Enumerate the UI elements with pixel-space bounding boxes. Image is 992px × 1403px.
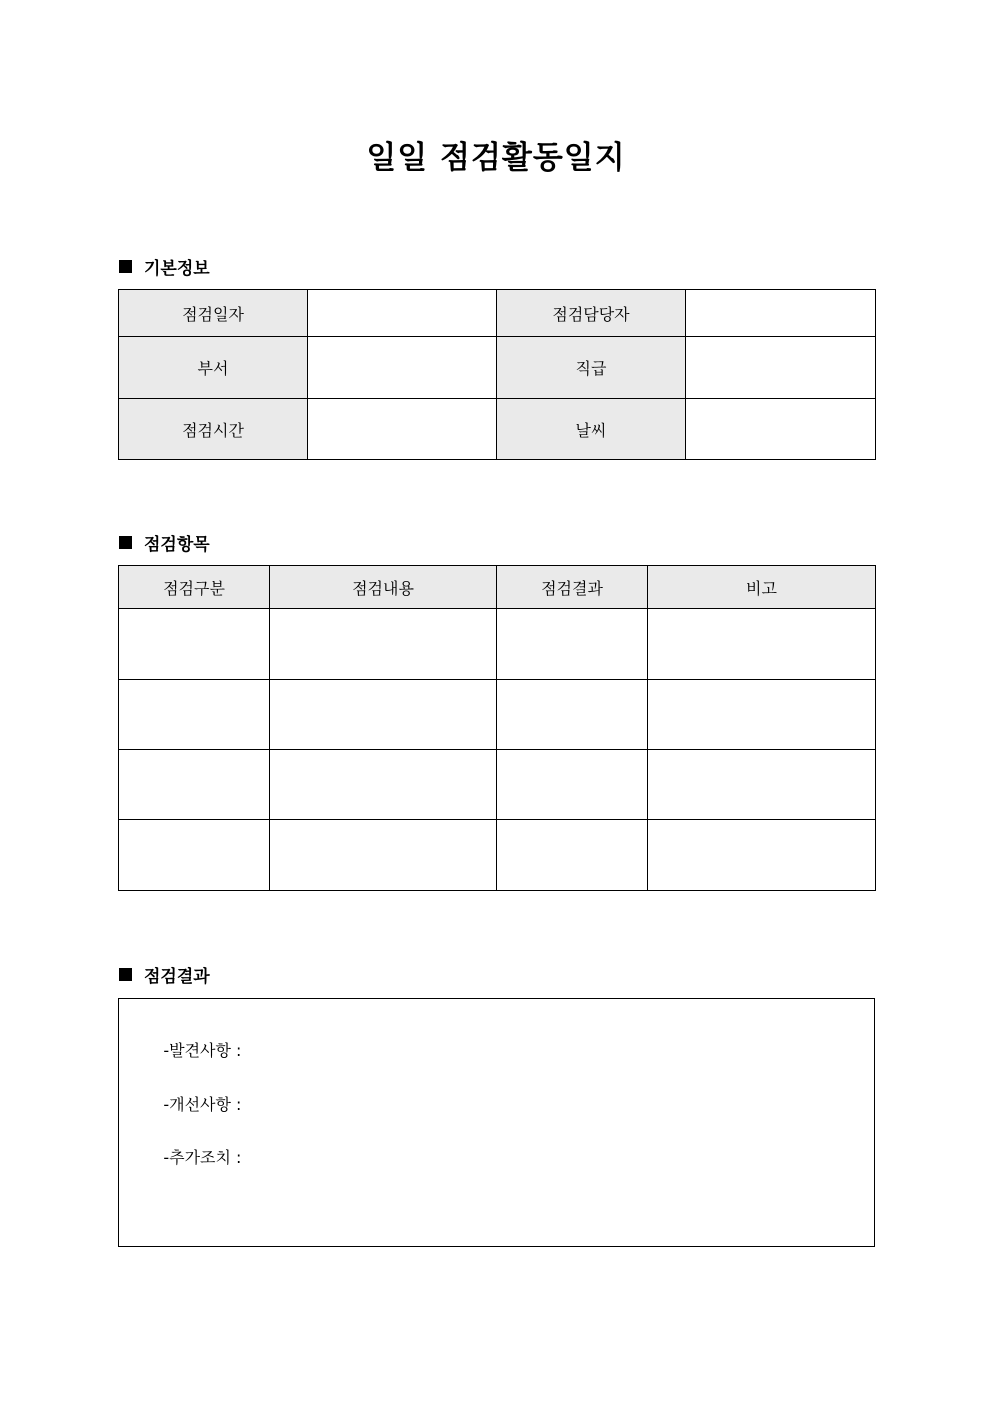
basic-info-row (119, 399, 876, 460)
remarks-cell[interactable] (648, 750, 876, 820)
table-row (119, 609, 876, 680)
category-cell[interactable] (119, 609, 270, 680)
section-heading-basic-info (119, 254, 210, 279)
square-bullet-icon (119, 536, 132, 549)
content-cell[interactable] (270, 820, 497, 891)
label-department: 부서 (119, 337, 308, 399)
section-heading-label: 점검항목 (144, 535, 210, 555)
content-cell[interactable] (270, 680, 497, 750)
table-row (119, 820, 876, 891)
label-inspector: 점검담당자 (497, 290, 686, 337)
remarks-cell[interactable] (648, 820, 876, 891)
weather-field[interactable] (686, 399, 876, 460)
inspection-items-table (118, 565, 876, 891)
inspection-date-field[interactable] (308, 290, 497, 337)
label-weather: 날씨 (497, 399, 686, 460)
label-position: 직급 (497, 337, 686, 399)
square-bullet-icon (119, 260, 132, 273)
result-cell[interactable] (497, 750, 648, 820)
table-row (119, 750, 876, 820)
position-field[interactable] (686, 337, 876, 399)
basic-info-row (119, 337, 876, 399)
column-header-remarks: 비고 (648, 566, 876, 609)
column-header-content: 점검내용 (270, 566, 497, 609)
result-cell[interactable] (497, 820, 648, 891)
inspector-field[interactable] (686, 290, 876, 337)
category-cell[interactable] (119, 820, 270, 891)
square-bullet-icon (119, 968, 132, 981)
additional-actions-line[interactable] (143, 1126, 241, 1206)
additional-actions-label: -추가조치 : (163, 1148, 242, 1167)
section-heading-inspection-items (119, 530, 210, 555)
inspection-result-box (118, 998, 875, 1247)
content-cell[interactable] (270, 609, 497, 680)
column-header-category: 점검구분 (119, 566, 270, 609)
department-field[interactable] (308, 337, 497, 399)
table-header-row (119, 566, 876, 609)
inspection-time-field[interactable] (308, 399, 497, 460)
content-cell[interactable] (270, 750, 497, 820)
section-heading-label: 기본정보 (144, 259, 210, 279)
label-inspection-date: 점검일자 (119, 290, 308, 337)
section-heading-label: 점검결과 (144, 967, 210, 987)
basic-info-row (119, 290, 876, 337)
category-cell[interactable] (119, 680, 270, 750)
column-header-result: 점검결과 (497, 566, 648, 609)
result-cell[interactable] (497, 609, 648, 680)
category-cell[interactable] (119, 750, 270, 820)
findings-label: -발견사항 : (163, 1041, 242, 1060)
basic-info-table (118, 289, 876, 460)
result-cell[interactable] (497, 680, 648, 750)
improvements-label: -개선사항 : (163, 1095, 242, 1114)
document-title: 일일 점검활동일지 (366, 140, 626, 176)
remarks-cell[interactable] (648, 609, 876, 680)
label-inspection-time: 점검시간 (119, 399, 308, 460)
table-row (119, 680, 876, 750)
section-heading-inspection-result (119, 962, 210, 987)
remarks-cell[interactable] (648, 680, 876, 750)
